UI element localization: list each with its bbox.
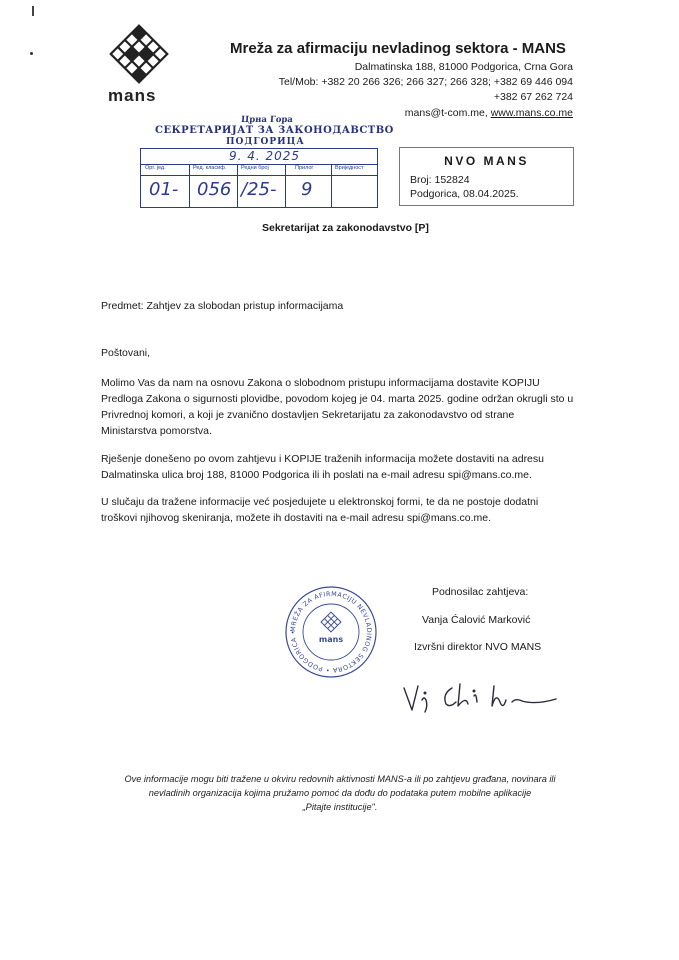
stamp-office: СЕКРЕТАРИЈАТ ЗА ЗАКОНОДАВСТВО bbox=[155, 125, 394, 136]
paragraph-line: troškovi njihovog skeniranja, možete ih dostaviti na e-mail adresu spi@mans.co.me. bbox=[101, 512, 492, 524]
address: Dalmatinska 188, 81000 Podgorica, Crna Gora bbox=[354, 61, 573, 73]
paragraph-3 bbox=[101, 494, 538, 526]
paragraph-line: U slučaju da tražene informacije već posjedujete u elektronskoj formi, te da ne postoje dodatni bbox=[101, 496, 539, 508]
phone-line-2: +382 67 262 724 bbox=[493, 91, 573, 104]
paragraph-line: Ministarstva pomorstva. bbox=[101, 425, 212, 437]
paragraph-line: Molimo Vas da nam na osnovu Zakona o slobodnom pristupu informacijama dostavite KOPIJU bbox=[101, 377, 540, 389]
stamp-col-divider bbox=[237, 164, 238, 207]
stamp-col-header: Редни број bbox=[241, 165, 269, 171]
nvo-title: NVO MANS bbox=[444, 154, 529, 168]
stamp-col-divider bbox=[331, 164, 332, 207]
signatory-name: Vanja Ćalović Marković bbox=[422, 614, 531, 626]
stamp-col-divider bbox=[189, 164, 190, 207]
recipient: Sekretarijat za zakonodavstvo [P] bbox=[262, 222, 429, 234]
seal-ring-text: MREŽA ZA AFIRMACIJU NEVLADINOG SEKTORA • PODGORICA • bbox=[288, 589, 374, 675]
stamp-number-part: 9 bbox=[301, 179, 313, 200]
handwritten-signature bbox=[400, 676, 570, 720]
paragraph-1 bbox=[101, 375, 573, 439]
stamp-date: 9. 4. 2025 bbox=[229, 149, 301, 163]
stamp-country: Црна Гора bbox=[240, 115, 294, 125]
nvo-place-date: Podgorica, 08.04.2025. bbox=[410, 188, 519, 200]
stamp-city: ПОДГОРИЦА bbox=[226, 137, 305, 147]
email-web-line bbox=[279, 106, 573, 121]
footer-line: Ove informacije mogu biti tražene u okviru redovnih aktivnosti MANS-a ili po zahtjevu građana, novinara ili bbox=[124, 774, 556, 784]
nvo-reference-box bbox=[399, 147, 574, 206]
phone-line-1: Tel/Mob: +382 20 266 326; 266 327; 266 328; +382 69 446 094 bbox=[278, 76, 573, 89]
signatory-role: Izvršni direktor NVO MANS bbox=[414, 641, 542, 653]
logo-wordmark: mans bbox=[108, 86, 157, 105]
paragraph-line: Dalmatinska ulica broj 188, 81000 Podgorica ili ih poslati na e-mail adresu spi@mans.co.me. bbox=[101, 469, 532, 481]
paragraph-line: Rješenje donešeno po ovom zahtjevu i KOPIJE traženih informacija možete dostaviti na adresu bbox=[101, 453, 544, 465]
seal-center-text: mans bbox=[318, 635, 344, 644]
contact-block bbox=[279, 60, 573, 121]
stamp-col-divider bbox=[285, 164, 286, 207]
stamp-col-header: Прилог bbox=[295, 165, 314, 171]
signatory-label: Podnosilac zahtjeva: bbox=[432, 586, 529, 598]
greeting: Poštovani, bbox=[101, 347, 151, 359]
footer-note bbox=[80, 772, 600, 814]
stamp-number-part: 01- bbox=[149, 179, 179, 200]
subject-line: Predmet: Zahtjev za slobodan pristup informacijama bbox=[101, 300, 344, 312]
stamp-col-header: Орг. јед. bbox=[145, 165, 166, 171]
footer-line: „Pitajte institucije". bbox=[302, 802, 378, 812]
org-title: Mreža za afirmaciju nevladinog sektora - MANS bbox=[230, 40, 566, 57]
paragraph-line: Privrednoj komori, a koji je zvanično dostavljen Sekretarijatu za zakonodavstvo od strane bbox=[101, 409, 515, 421]
website-link[interactable]: www.mans.co.me bbox=[490, 106, 573, 119]
footer-line: nevladinih organizacija kojima pružamo pomoć da dođu do podataka putem mobilne aplikacije bbox=[148, 788, 532, 798]
stamp-date-row bbox=[141, 149, 377, 165]
stamp-col-header: Ред. класиф. bbox=[193, 165, 227, 171]
stamp-number-part: 056 bbox=[197, 179, 232, 200]
paragraph-2 bbox=[101, 451, 544, 483]
stamp-col-header: Вриједност bbox=[335, 165, 364, 171]
organization-seal bbox=[283, 584, 379, 680]
stamp-number-part: /25- bbox=[241, 179, 277, 200]
scan-speck bbox=[32, 6, 34, 16]
paragraph-line: Predloga Zakona o sigurnosti plovidbe, povodom kojeg je 04. marta 2025. godine održan okrugli sto u bbox=[101, 393, 574, 405]
mans-logo-icon bbox=[107, 22, 171, 86]
nvo-broj: Broj: 152824 bbox=[410, 174, 470, 186]
scan-speck bbox=[30, 52, 33, 55]
registration-stamp bbox=[140, 148, 378, 208]
email: mans@t-com.me, bbox=[404, 106, 491, 119]
